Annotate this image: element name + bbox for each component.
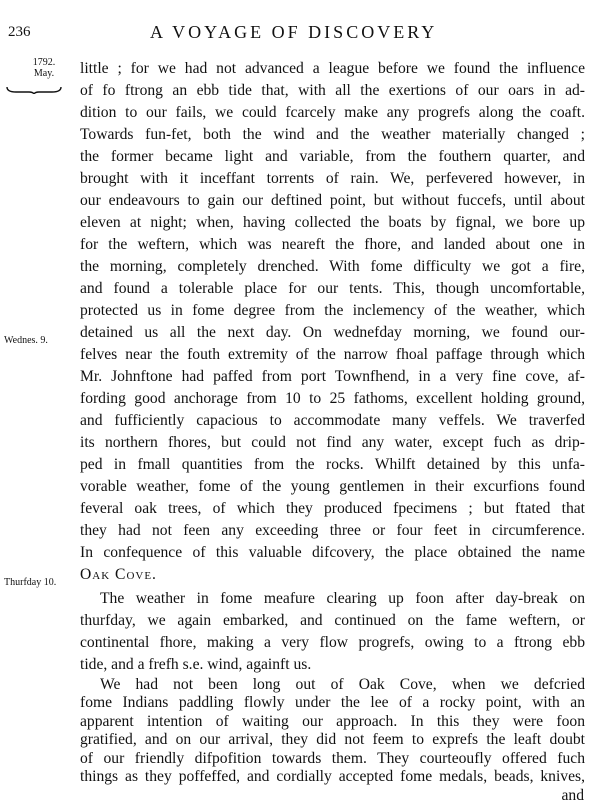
paragraph-line: apparent intention of waiting our approach. In this they were foon bbox=[80, 712, 585, 730]
margin-note-wednesday: Wednes. 9. bbox=[4, 335, 48, 346]
paragraph-line: things as they poffeffed, and cordially accepted fome medals, beads, knives, bbox=[80, 768, 585, 785]
text-line: the former became light and variable, from the fouthern quarter, and bbox=[80, 148, 585, 165]
text-line: our endeavours to gain our deftined point, but without fuccefs, until about bbox=[80, 192, 585, 209]
paragraph-line: continental fhore, making a very flow progrefs, owing to a ftrong ebb bbox=[80, 634, 585, 651]
paragraph-line: thurfday, we again embarked, and continued on the fame weftern, or bbox=[80, 612, 585, 629]
text-line: the morning, completely drenched. With fome difficulty we got a fire, bbox=[80, 258, 585, 275]
paragraph-line: gratified, and on our arrival, they did not feem to exprefs the leaft doubt bbox=[80, 731, 585, 749]
margin-month: May. bbox=[33, 68, 55, 79]
paragraph-line: We had not been long out of Oak Cove, when we defcried bbox=[100, 676, 585, 693]
text-line: ped in fmall quantities from the rocks. Whilft detained by this unfa- bbox=[80, 456, 585, 473]
text-line: brought with it inceffant torrents of rain. We, perfevered however, in bbox=[80, 170, 585, 187]
text-line: fording good anchorage from 10 to 25 fathoms, excellent holding ground, bbox=[80, 390, 585, 407]
text-line: they had not feen any exceeding three or four feet in circumference. bbox=[80, 522, 585, 539]
text-line: felves near the fouth extremity of the narrow fhoal paffage through which bbox=[80, 346, 585, 363]
text-line: for the weftern, which was neareft the fhore, and landed about one in bbox=[80, 236, 585, 253]
catchword: and bbox=[561, 787, 584, 805]
text-line: of fo ftrong an ebb tide that, with all the exertions of our oars in ad- bbox=[80, 82, 585, 99]
text-line: its northern fhores, but could not find any water, except fuch as drip- bbox=[80, 434, 585, 451]
text-line: eleven at night; when, having collected the boats by fignal, we bore up bbox=[80, 214, 585, 231]
text-line: dition to our fails, we could fcarcely make any progrefs along the coaft. bbox=[80, 104, 585, 121]
text-line: detained us all the next day. On wednefday morning, we found our- bbox=[80, 324, 585, 341]
margin-year: 1792. bbox=[32, 57, 56, 68]
text-line: vorable weather, fome of the young gentlemen in their excurfions found bbox=[80, 478, 585, 495]
paragraph-line: The weather in fome meafure clearing up foon after day-break on bbox=[100, 590, 585, 607]
text-line: protected us in fome degree from the inclemency of the weather, which bbox=[80, 302, 585, 319]
margin-note-thursday: Thurfday 10. bbox=[4, 577, 57, 588]
margin-date bbox=[24, 57, 64, 79]
text-line: Towards fun-fet, both the wind and the weather materially changed ; bbox=[80, 126, 585, 143]
text-line: little ; for we had not advanced a league before we found the influence bbox=[80, 60, 585, 77]
running-head: A VOYAGE OF DISCOVERY bbox=[150, 22, 438, 42]
paragraph-line: tide, and a frefh s.e. wind, againft us. bbox=[80, 656, 312, 673]
text-line: and found a tolerable place for our tents. This, though uncomfortable, bbox=[80, 280, 585, 297]
text-line: and fufficiently capacious to accommodate many veffels. We traverfed bbox=[80, 412, 585, 429]
text-line: feveral oak trees, of which they produced fpecimens ; but ftated that bbox=[80, 500, 585, 517]
oak-cove-line: Oak Cove. bbox=[80, 566, 157, 583]
paragraph-line: of our friendly difpofition towards them. They courteoufly offered fuch bbox=[80, 749, 585, 767]
margin-brace-icon bbox=[6, 86, 62, 94]
text-line: Mr. Johnftone had paffed from port Townfhend, in a very fine cove, af- bbox=[80, 368, 585, 385]
text-line: In confequence of this valuable difcovery, the place obtained the name bbox=[80, 544, 585, 561]
page-number: 236 bbox=[8, 24, 31, 40]
paragraph-line: fome Indians paddling flowly under the lee of a rocky point, with an bbox=[80, 694, 585, 712]
